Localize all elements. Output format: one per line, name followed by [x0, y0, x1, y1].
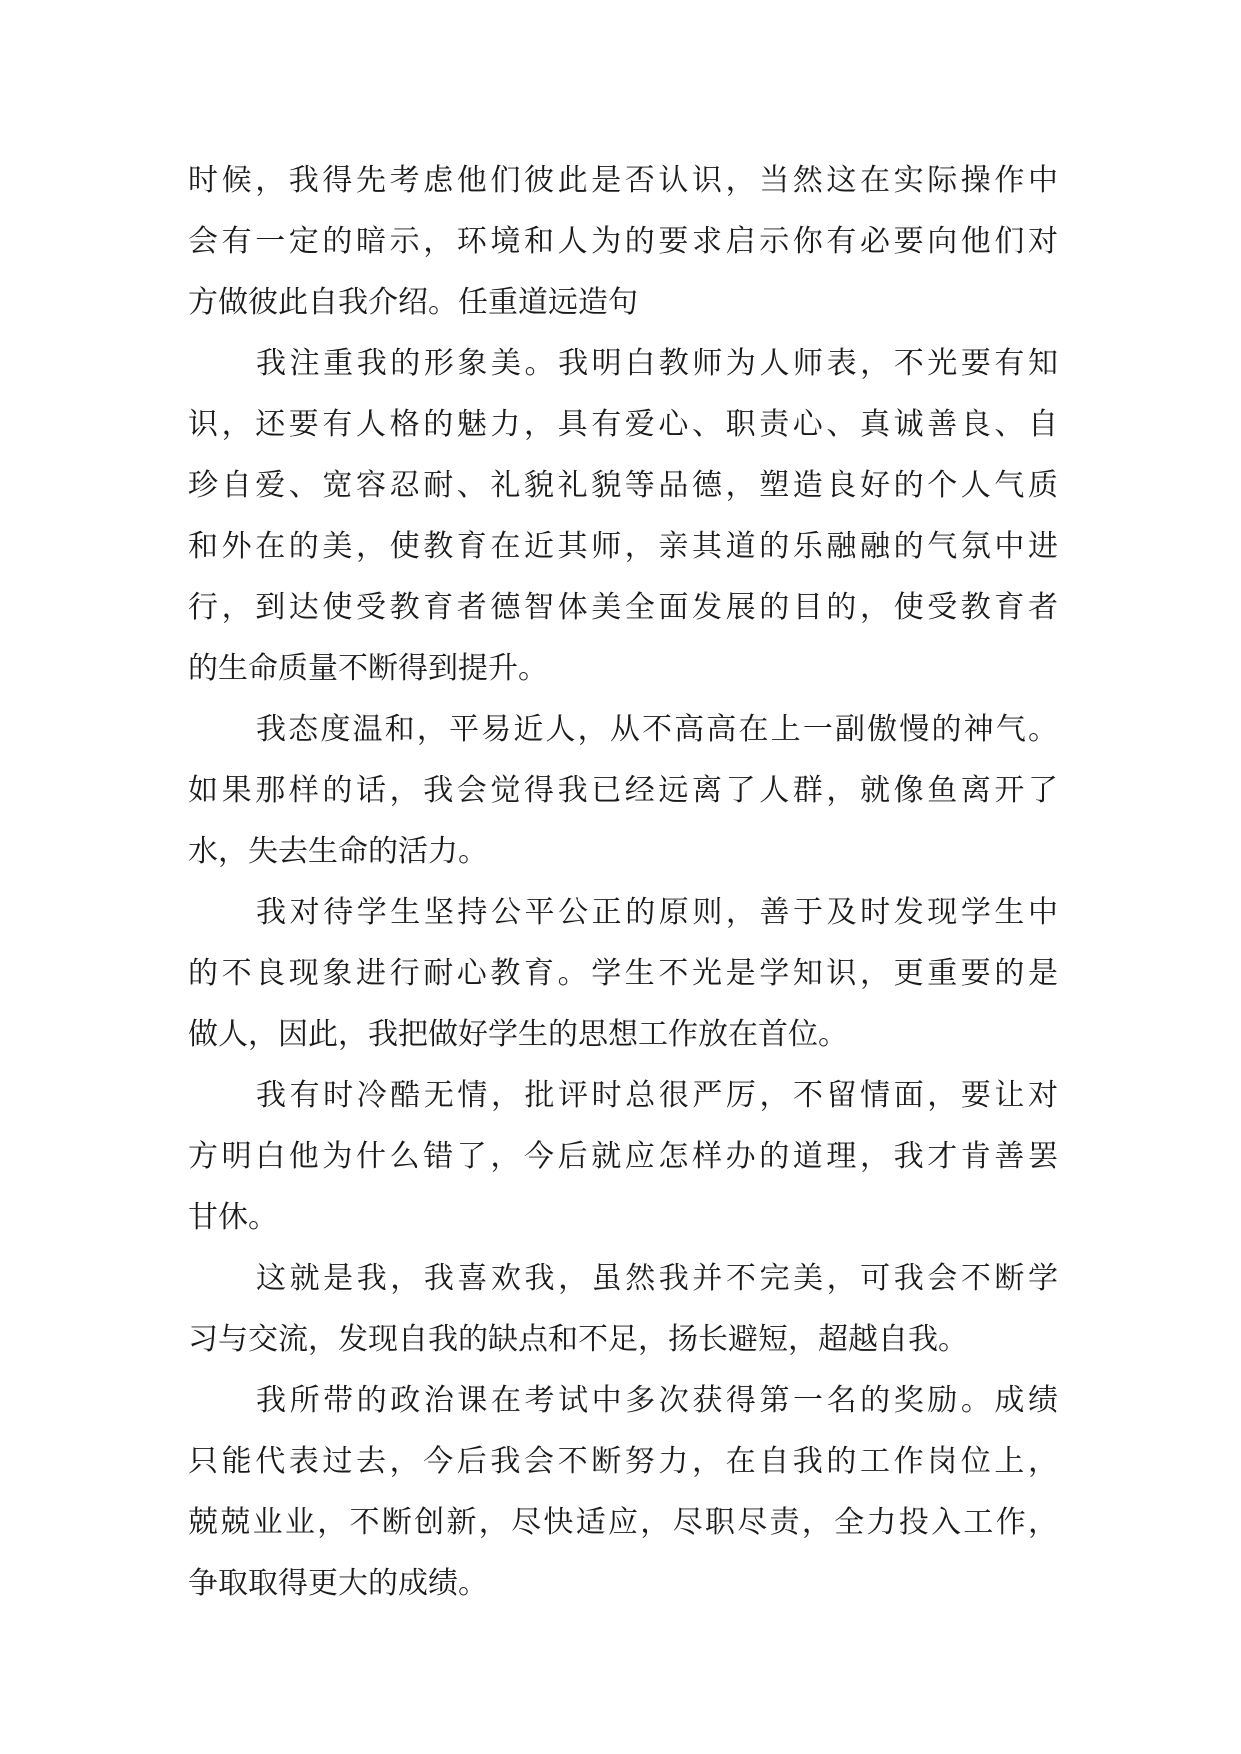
text-line: 如果那样的话，我会觉得我已经远离了人群，就像鱼离开了: [188, 773, 1058, 808]
text-line: 这就是我，我喜欢我，虽然我并不完美，可我会不断学: [256, 1261, 1058, 1296]
text-line: 做人，因此，我把做好学生的思想工作放在首位。: [188, 1017, 848, 1052]
text-line: 行，到达使受教育者德智体美全面发展的目的，使受教育者: [188, 590, 1058, 625]
text-line: 时候，我得先考虑他们彼此是否认识，当然这在实际操作中: [188, 163, 1058, 198]
text-line: 甘休。: [188, 1200, 278, 1235]
text-line: 方做彼此自我介绍。任重道远造句: [188, 285, 638, 320]
text-line: 珍自爱、宽容忍耐、礼貌礼貌等品德，塑造良好的个人气质: [188, 468, 1058, 503]
paragraph: [188, 1248, 1058, 1370]
text-line: 争取取得更大的成绩。: [188, 1566, 488, 1601]
text-line: 的不良现象进行耐心教育。学生不光是学知识，更重要的是: [188, 956, 1058, 991]
text-line: 兢兢业业，不断创新，尽快适应，尽职尽责，全力投入工作，: [188, 1505, 1058, 1540]
text-line: 我注重我的形象美。我明白教师为人师表，不光要有知: [256, 346, 1058, 381]
paragraph: [188, 699, 1058, 882]
text-line: 我所带的政治课在考试中多次获得第一名的奖励。成绩: [256, 1383, 1058, 1418]
text-line: 会有一定的暗示，环境和人为的要求启示你有必要向他们对: [188, 224, 1058, 259]
text-line: 只能代表过去，今后我会不断努力，在自我的工作岗位上，: [188, 1444, 1058, 1479]
text-line: 识，还要有人格的魅力，具有爱心、职责心、真诚善良、自: [188, 407, 1058, 442]
text-line: 的生命质量不断得到提升。: [188, 651, 548, 686]
paragraph: [188, 882, 1058, 1065]
text-line: 水，失去生命的活力。: [188, 834, 488, 869]
text-line: 我态度温和，平易近人，从不高高在上一副傲慢的神气。: [256, 712, 1058, 747]
text-line: 和外在的美，使教育在近其师，亲其道的乐融融的气氛中进: [188, 529, 1058, 564]
paragraph: [188, 150, 1058, 333]
text-line: 我对待学生坚持公平公正的原则，善于及时发现学生中: [256, 895, 1058, 930]
text-line: 方明白他为什么错了，今后就应怎样办的道理，我才肯善罢: [188, 1139, 1058, 1174]
text-line: 我有时冷酷无情，批评时总很严厉，不留情面，要让对: [256, 1078, 1058, 1113]
text-line: 习与交流，发现自我的缺点和不足，扬长避短，超越自我。: [188, 1322, 968, 1357]
paragraph: [188, 1065, 1058, 1248]
paragraph: [188, 333, 1058, 699]
paragraph: [188, 1370, 1058, 1614]
document-body: [188, 150, 1058, 1614]
